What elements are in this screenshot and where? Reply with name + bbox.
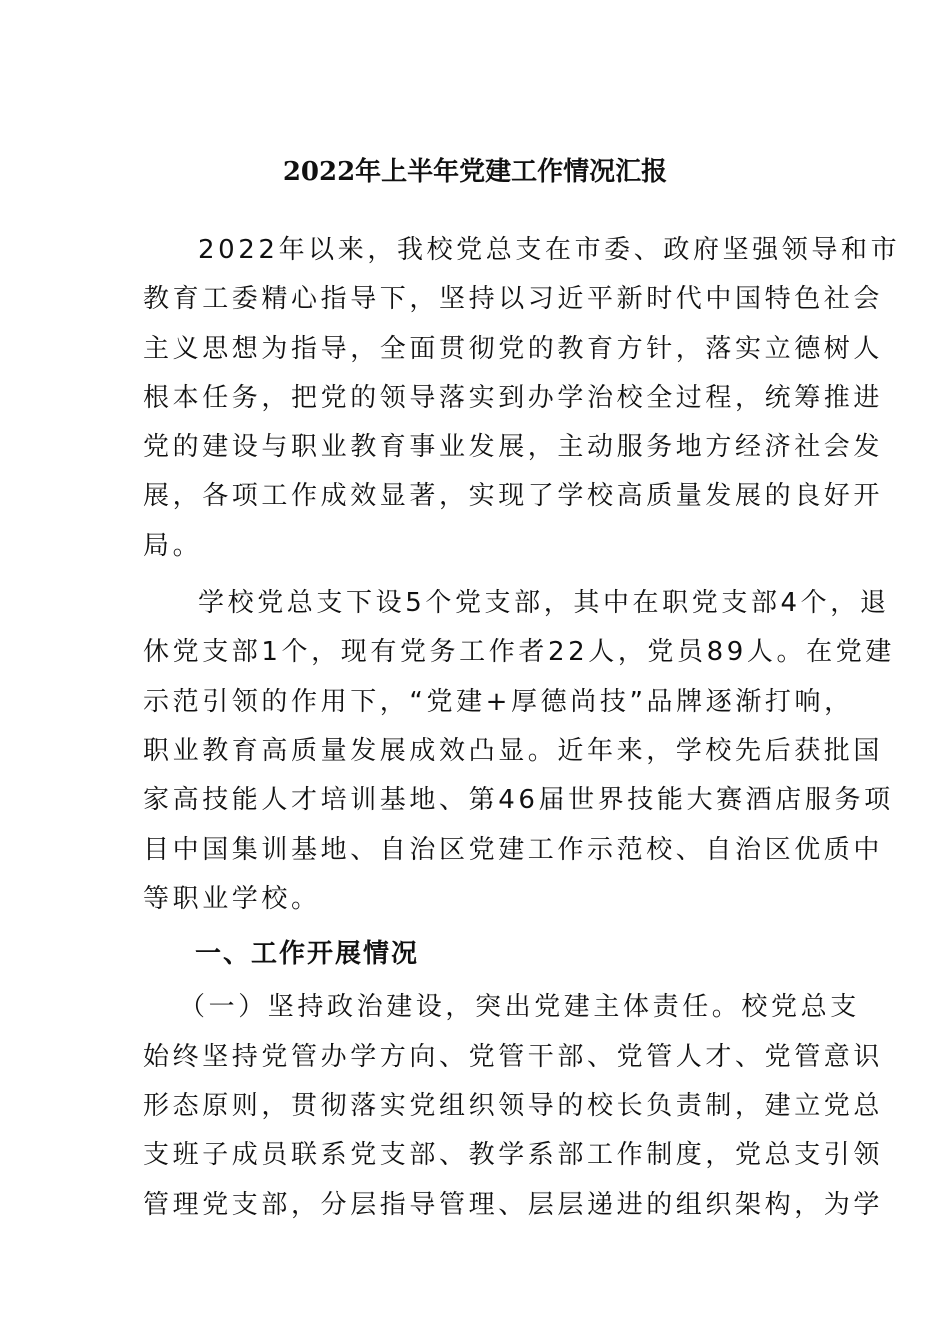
paragraph-intro: [143, 226, 901, 571]
text-line: 展，各项工作成效显著，实现了学校高质量发展的良好开: [143, 481, 884, 512]
text-line: 党的建设与职业教育事业发展，主动服务地方经济社会发: [143, 432, 884, 463]
section-heading: [143, 930, 808, 979]
text-line: 根本任务，把党的领导落实到办学治校全过程，统筹推进: [143, 382, 884, 413]
text-line: 休党支部1个，现有党务工作者22人，党员89人。在党建: [143, 637, 895, 668]
text-line: 形态原则，贯彻落实党组织领导的校长负责制，建立党总: [143, 1091, 884, 1122]
heading-text: 一、工作开展情况: [195, 939, 420, 970]
text-line: 2022年以来，我校党总支在市委、政府坚强领导和市: [198, 235, 901, 265]
text-line: 家高技能人才培训基地、第46届世界技能大赛酒店服务项: [143, 785, 894, 816]
text-line: 管理党支部，分层指导管理、层层递进的组织架构，为学: [143, 1189, 884, 1220]
paragraph-organization: [143, 579, 895, 924]
document-title: 2022年上半年党建工作情况汇报: [282, 157, 668, 187]
text-line: 始终坚持党管办学方向、党管干部、党管人才、党管意识: [143, 1041, 884, 1072]
paragraph-political-building: [143, 983, 884, 1229]
text-line: 职业教育高质量发展成效凸显。近年来，学校先后获批国: [143, 735, 884, 766]
text-line: 局。: [143, 530, 203, 561]
text-line: 示范引领的作用下，“党建+厚德尚技”品牌逐渐打响，: [143, 686, 854, 717]
text-line: 支班子成员联系党支部、教学系部工作制度，党总支引领: [143, 1140, 884, 1171]
text-line: （一）坚持政治建设，突出党建主体责任。校党总支: [179, 992, 860, 1023]
document-body: [143, 226, 901, 1230]
text-line: 目中国集训基地、自治区党建工作示范校、自治区优质中: [143, 834, 884, 865]
text-line: 主义思想为指导，全面贯彻党的教育方针，落实立德树人: [143, 333, 884, 364]
text-line: 学校党总支下设5个党支部，其中在职党支部4个，退: [198, 588, 890, 619]
text-line: 教育工委精心指导下，坚持以习近平新时代中国特色社会: [143, 284, 884, 315]
text-line: 等职业学校。: [143, 883, 321, 914]
